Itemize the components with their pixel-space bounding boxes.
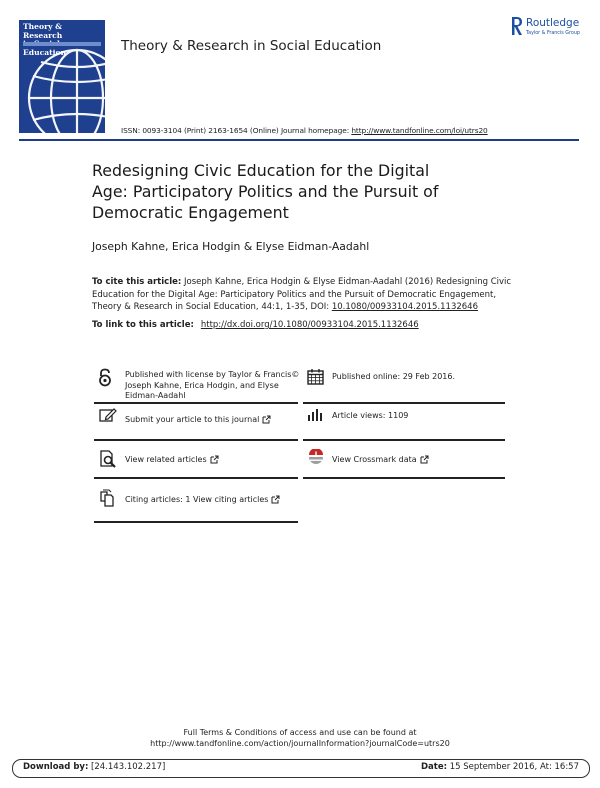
cite-doi-link[interactable]: 10.1080/00933104.2015.1132646 bbox=[331, 302, 478, 313]
crossmark-link[interactable] bbox=[332, 455, 429, 466]
license-line-3: Eidman-Aadahl bbox=[125, 391, 186, 400]
issn-text: ISSN: 0093-3104 (Print) 2163-1654 (Online) Journal homepage: bbox=[121, 126, 352, 135]
link-label: To link to this article: bbox=[92, 320, 197, 330]
external-link-icon bbox=[420, 455, 429, 464]
external-link-icon bbox=[262, 415, 271, 424]
downloaded-by bbox=[23, 762, 165, 772]
bar-chart-icon bbox=[307, 409, 325, 421]
routledge-r-icon bbox=[511, 16, 523, 36]
license-line-1: Published with license by Taylor & Francis© bbox=[125, 370, 300, 379]
citation-block bbox=[92, 276, 522, 314]
article-title-line-3: Democratic Engagement bbox=[92, 203, 289, 222]
article-title bbox=[92, 160, 512, 223]
article-link-line bbox=[92, 320, 419, 330]
cite-label: To cite this article: bbox=[92, 277, 182, 287]
download-info-bar bbox=[12, 759, 590, 778]
downloaded-by-label: Download by: bbox=[23, 762, 89, 772]
published-online-date: Published online: 29 Feb 2016. bbox=[332, 372, 456, 381]
terms-line-1: Full Terms & Conditions of access and use can be found at bbox=[183, 728, 417, 737]
journal-title: Theory & Research in Social Education bbox=[121, 38, 382, 54]
cell-divider bbox=[94, 439, 298, 441]
crossmark-label: View Crossmark data bbox=[332, 455, 417, 464]
related-articles-label: View related articles bbox=[125, 455, 207, 464]
terms-url[interactable]: http://www.tandfonline.com/action/journalInformation?journalCode=utrs20 bbox=[150, 739, 450, 748]
journal-cover-image bbox=[19, 20, 105, 133]
cell-divider bbox=[303, 402, 505, 404]
publisher-name: Routledge bbox=[526, 17, 580, 29]
download-date-value: 15 September 2016, At: 16:57 bbox=[447, 762, 579, 772]
cover-title-line-1: Theory & Research bbox=[23, 22, 63, 40]
globe-graphic bbox=[19, 48, 105, 133]
cite-text: Joseph Kahne, Erica Hodgin & Elyse Eidman-Aadahl (2016) Redesigning Civic Education for the Digital Age: Participatory Politics and the Pursuit of Democratic Engagement, Theory & Research in Social Education, 44:1, 1-35, DOI: bbox=[92, 277, 512, 313]
terms-notice bbox=[0, 727, 600, 749]
article-doi-link[interactable]: http://dx.doi.org/10.1080/00933104.2015.1132646 bbox=[200, 320, 419, 330]
cover-title-line-2: Education bbox=[23, 47, 67, 57]
cell-divider bbox=[94, 402, 298, 404]
calendar-icon bbox=[307, 368, 324, 385]
external-link-icon bbox=[271, 495, 280, 504]
submit-article-label: Submit your article to this journal bbox=[125, 415, 260, 424]
article-views-count: Article views: 1109 bbox=[332, 411, 409, 420]
cell-divider bbox=[94, 521, 298, 523]
citing-articles-link[interactable] bbox=[125, 495, 280, 506]
open-access-lock-icon bbox=[98, 368, 112, 387]
external-link-icon bbox=[210, 455, 219, 464]
publisher-logo bbox=[511, 16, 589, 40]
search-document-icon bbox=[99, 450, 117, 468]
downloaded-by-value: [24.143.102.217] bbox=[88, 762, 166, 772]
submit-article-link[interactable] bbox=[125, 415, 271, 426]
crossmark-icon bbox=[307, 449, 325, 467]
download-date-label: Date: bbox=[420, 762, 447, 772]
edit-document-icon bbox=[99, 407, 117, 422]
journal-homepage-link[interactable]: http://www.tandfonline.com/loi/utrs20 bbox=[351, 126, 488, 135]
download-date bbox=[421, 762, 579, 772]
cell-divider bbox=[94, 477, 298, 479]
copy-document-icon bbox=[99, 489, 117, 507]
cell-divider bbox=[303, 477, 505, 479]
license-line-2: Joseph Kahne, Erica Hodgin, and Elyse bbox=[125, 380, 279, 390]
citing-articles-label: Citing articles: 1 View citing articles bbox=[125, 495, 269, 504]
publisher-subtitle: Taylor & Francis Group bbox=[526, 31, 580, 36]
issn-line bbox=[121, 126, 488, 135]
article-title-line-1: Redesigning Civic Education for the Digital bbox=[92, 161, 430, 180]
related-articles-link[interactable] bbox=[125, 455, 219, 466]
header-divider bbox=[19, 139, 579, 141]
article-authors: Joseph Kahne, Erica Hodgin & Elyse Eidman-Aadahl bbox=[92, 240, 370, 253]
article-title-line-2: Age: Participatory Politics and the Pursuit of bbox=[92, 182, 439, 201]
cover-strip bbox=[23, 42, 101, 46]
license-statement bbox=[125, 370, 305, 402]
cell-divider bbox=[303, 439, 505, 441]
